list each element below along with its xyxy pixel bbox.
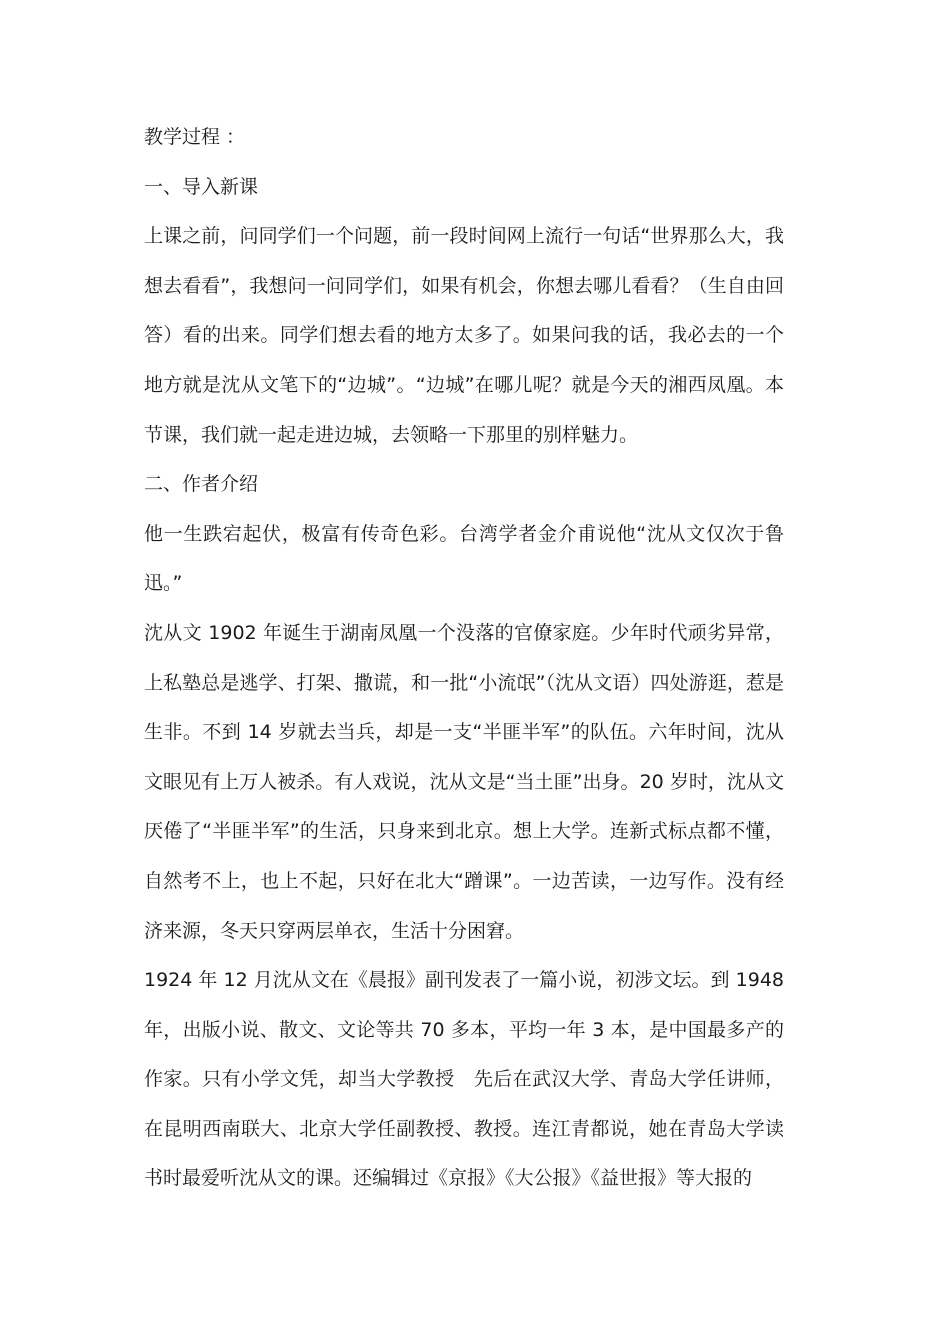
heading-teaching-process: 教学过程 ： (144, 126, 246, 148)
paragraph-intro: 上课之前，问同学们一个问题，前一段时间网上流行一句话“世界那么大，我想去看看”，我想问一问同学们，如果有机会，你想去哪儿看看？（生自由回答）看的出来。同学们想去看的地方太多了。如果问我的话，我必去的一个地方就是沈从文笔下的“边城”。“边城”在哪儿呢？就是今天的湘西凤凰。本节课，我们就一起走进边城，去领略一下那里的别样魅力。 (144, 225, 784, 446)
paragraph-author-early-life: 沈从文 1902 年诞生于湖南凤凰一个没落的官僚家庭。少年时代顽劣异常，上私塾总是逃学、打架、撒谎，和一批“小流氓”（沈从文语）四处游逛，惹是生非。不到 14 岁就去当兵，却是一支“半匪半军”的队伍。六年时间，沈从文眼见有上万人被杀。有人戏说，沈从文是“当土匪”出身。20 岁时，沈从文厌倦了“半匪半军”的生活，只身来到北京。想上大学。连新式标点都不懂，自然考不上，也上不起，只好在北大“蹭课”。一边苦读，一边写作。没有经济来源，冬天只穿两层单衣，生活十分困窘。 (144, 621, 784, 942)
paragraph-author-summary: 他一生跌宕起伏，极富有传奇色彩。台湾学者金介甫说他“沈从文仅次于鲁迅。” (144, 522, 784, 595)
section-title-author: 二、作者介绍 (144, 473, 259, 496)
document-body (144, 113, 784, 1204)
section-title-intro: 一、导入新课 (144, 175, 259, 198)
paragraph-author-career: 1924 年 12 月沈从文在《晨报》副刊发表了一篇小说，初涉文坛。到 1948 年，出版小说、散文、文论等共 70 多本，平均一年 3 本，是中国最多产的作家。只有小学文凭，却当大学教授 先后在武汉大学、青岛大学任讲师，在昆明西南联大、北京大学任副教授、教授。连江青都说，她在青岛大学读书时最爱听沈从文的课。还编辑过《京报》《大公报》《益世报》等大报的 (144, 969, 784, 1190)
